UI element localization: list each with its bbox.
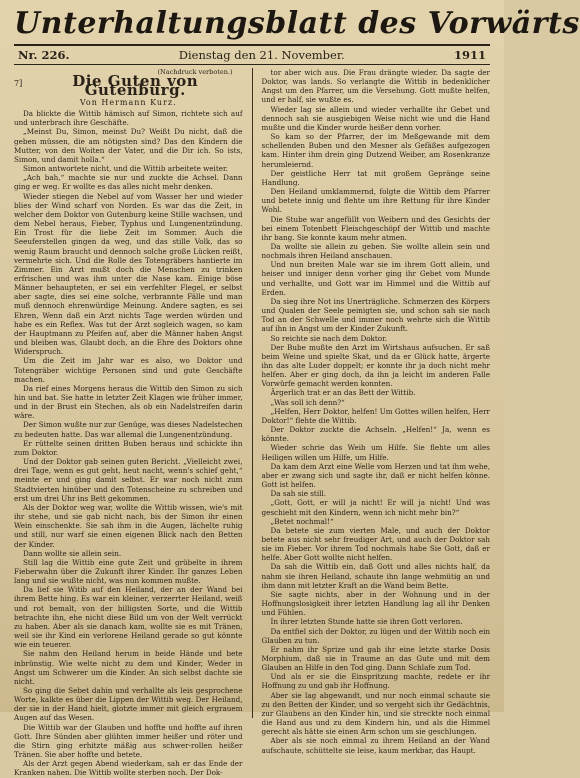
column-right-text [262, 68, 491, 755]
paragraph: In ihrer letzten Stunde hatte sie ihren Gott verloren. [270, 617, 463, 627]
paragraph: Da entfiel sich der Doktor, zu lügen und der Wittib noch ein Glauben zu tun. [261, 626, 490, 645]
paragraph: So kam so der Pfarrer, der im Meßgewande mit dem schellenden Buben und den Mesner als Gefäßes aufgezogen kam. Hinter ihm drein ging Dutzend Weiber, am Rosenkranze herumleiernd. [261, 132, 490, 169]
paragraph: „Gott, Gott, er will ja nicht! Er will ja nicht! Und was geschieht mit den Kindern, wenn ich nicht mehr bin?“ [261, 498, 490, 517]
paragraph: Da sah sie still. [270, 489, 327, 499]
dateline [14, 44, 490, 65]
paragraph: Da betete sie zum vierten Male, und auch der Doktor betete aus nicht sehr freudiger Art, und auch der Doktor sah sie im Fieber. Vor ihrem Tod nochmals habe Sie Gott, daß er helfe. Aber Gott wollte nicht helfen. [261, 525, 490, 563]
paragraph: „Betet nochmal!“ [270, 516, 334, 526]
column-divider [252, 68, 253, 718]
paragraph: So reichte sie nach dem Doktor. [270, 333, 388, 343]
paragraph: Der geistliche Herr tat mit großem Gepränge seine Handlung. [261, 168, 490, 187]
paragraph: Aber sie lag abgewandt, und nur noch einmal schaute sie zu den Betten der Kinder, und so vergeht sich ihr Gedächtnis, zur Glaubens an den Kinder hin, und sie streckte noch einmal die Hand aus und zu dem Kindern hin, und als die Himmel gerecht als hätte sie einen Arm schon um sie geschlungen. [261, 690, 490, 737]
reprint-note: (Nachdruck verboten.) [157, 68, 233, 76]
paragraph: Still lag die Wittib eine gute Zeit und grübelte in ihrem Fieberwahn über die Zukunft ihrer Kinder. Ihr ganzes Leben lang und sie wußte nicht, was nun kommen mußte. [14, 557, 243, 586]
paragraph: Wieder schrie das Weib um Hilfe. Sie flehte um alles Heiligen willen um Hilfe, um Hilfe. [261, 443, 490, 462]
column-left [14, 68, 243, 778]
paragraph: Als der Doktor weg war, wollte die Wittib wissen, wie's mit ihr stehe, und sie gab nicht nach, bis der Simon ihr einen Wein einschenkte. Sie sah ihm in die Augen, lächelte ruhig und still, nur warf sie einen eigenen Blick nach den Betten der Kinder. [14, 502, 243, 549]
issue-year: 1911 [453, 48, 486, 62]
paragraph: Um die Zeit im Jahr war es also, wo Doktor und Totengräber wichtige Personen sind und gute Geschäfte machen. [14, 356, 243, 384]
paragraph: Dann wollte sie allein sein. [23, 548, 122, 558]
paragraph: „Ach bah,“ machte sie nur und zuckte die Achsel. Dann ging er weg. Er wollte es das alles nicht mehr denken. [14, 173, 243, 192]
paragraph: Wieder lag sie allein und wieder verhallte ihr Gebet und dennoch sah sie ausgiebigen Weise nicht wie und die Hand mußte und die Kinder wurde heißer denn vorher. [261, 104, 490, 132]
installment-number: 7] [14, 79, 23, 88]
paragraph: „Meinst Du, Simon, meinst Du? Weißt Du nicht, daß die geben müssen, die am nötigsten sind? Das den Kindern die Mutter, von den Woiten der Vater, und die Dir ich. So ists, Simon, und damit holla.“ [14, 127, 243, 164]
paragraph: Und als er sie die Einspritzung machte, redete er ihr Hoffnung zu und gab ihr Hoffnung. [261, 672, 490, 691]
paragraph: Da lief sie Witib auf den Heiland, der an der Wand bei ihrem Bette hing. Es war ein kleiner, verzerrter Heiland, weiß und rot bemalt, von der billigsten Sorte, und die Wittib betrachte ihn, ehe nicht diese Bild um von der Welt verrückt zu haben. Aber als sie danach kam, wollte sie es mit Tränen, weil sie ihr Kind ein verlorene Heiland gerade so gut könnte wie ein teuerer. [14, 585, 243, 650]
paragraph: Da wollte sie allein zu geben. Sie wollte allein sein und nochmals ihren Heiland anschauen. [261, 241, 490, 261]
paragraph: Sie sagte nichts, aber in der Wohnung und in der Hoffnungslosigkeit ihrer letzten Handlung lag all ihr Denken und Fühlen. [261, 589, 490, 618]
paragraph: So ging die Sebet dahin und verhallte als leis gesprochene Worte, kalkte es über die Lippen der Wittib weg. Der Heiland, der sie in der Hand hielt, glotzte immer mit gleich ergrauem Augen auf das Wesen. [14, 686, 243, 723]
story-title: Die Guten von Gutenburg. [72, 72, 199, 100]
column-left-text [14, 109, 243, 777]
paragraph: Da sieg ihre Not ins Unerträgliche. Schmerzen des Körpers und Qualen der Seele peinigten sie, und schon sah sie nach Tod an der Schwelle und immer noch wehrte sich die Wittib auf ihn in Angst um der Kinder Zukunft. [261, 296, 490, 334]
paragraph: „Was soll ich denn?“ [270, 397, 345, 407]
paragraph: Wieder stiegen die Nebel auf vom Wasser her und wieder blies der Wind scharf von Norden. Es war das die Zeit, in welcher dem Doktor von Gutenburg keine Stille wachsen, und dem Nebel heraus, Fieber, Typhus und Lungenentzündung. Ein Trost für die liebe Zeit im Sommer. Auch die Seeuferstellen gingen da weg, und das stille Volk, das so wenig Raum braucht und dennoch solche große Lücken reißt, vermehrte sich. Und die Rolle des Totengräbers hantierte im Zimmer. Ein Arzt mußt doch die Menschen zu trinken erfrischen und was ihm unter die Nase kam. Einige böse Männer behaupteten, er sei ein verfehlter Flegel, er selbst aber sagte, dies sei eine solche, verbrannte Fälle und man muß dennoch ehrenwürdige Meinung. Andere sagten, es sei Ehren, Wenn daß ein Arzt nichts Tage werden würden und habe es ein Reflex. Was tut der Arzt sogleich wagen, so kam der Hauptmann zu Pfeifen auf, aber die Männer haben Angst und bleiben was, Glaubt doch, an die Ehre des Doktors ohne Widerspruch. [14, 191, 243, 357]
paragraph: Der Simon wußte nur zur Genüge, was dieses Nadelstechen zu bedeuten hatte. Das war allemal die Lungenentzündung. [14, 420, 243, 439]
byline: Von Hermann Kurz. [79, 98, 177, 107]
paragraph: Die Stube war angefüllt von Weibern und des Gesichts der bei einem Totenbett Fleischgeschöpf der Wittib und machte ihr bang. Sie konnte kaum mehr atmen. [261, 214, 490, 242]
paragraph: Den Heiland umklammernd, folgte die Wittib dem Pfarrer und betete innig und flehte um ihre Rettung für ihre Kinder Wohl. [261, 187, 490, 215]
issue-date: Dienstag den 21. November. [178, 48, 345, 62]
paragraph: Der Doktor zuckte die Achseln. „Helfen!“ Ja, wenn es könnte. [261, 425, 490, 444]
paragraph: Er rüttelte seinen dritten Buben heraus und schickte ihn zum Doktor. [14, 438, 243, 457]
paragraph: Und nun breiten Male war sie im ihrem Gott allein, und heiser und inniger denn vorher ging ihr Gebet vom Munde und verhallte, und Gott war im Himmel und die Wittib auf Erden. [261, 260, 490, 297]
column-right [261, 68, 491, 755]
paragraph: Die Wittib war der Glauben und hoffte und hoffte auf ihren Gott. Ihre Sünden aber glühten immer heißer und röter und die Stirn ging erhitzte mäßig aus schwer-rollen heißer Tränen. Sie aber hoffte und betete. [14, 722, 243, 760]
paragraph: Simon antwortete nicht, und die Wittib arbeitete weiter. [23, 164, 228, 174]
paragraph: Da kam dem Arzt eine Welle vom Herzen und tat ihm wehe, aber er zwang sich und sagte ihr, daß er nicht helfen könne. Gott ist helfen. [261, 461, 490, 490]
article-columns [14, 68, 490, 778]
paragraph: Der Bube mußte den Arzt im Wirtshaus aufsuchen. Er saß beim Weine und spielte Skat, und da er Glück hatte, ärgerte ihn das alte Luder doppelt; er konnte ihr ja doch nicht mehr helfen. Aber er ging doch, da ihn ja leicht im anderen Falle Vorwürfe gemacht werden konnten. [261, 342, 490, 389]
paragraph: Und der Doktor gab seinen guten Bericht. „Vielleicht zwei, drei Tage, wenn es gut geht, heut nacht, wenn's schief geht,“ meinte er und ging damit selbst. Er war noch nicht zum Stadtvierten hinüber und den Totenscheine zu schreiben und erst um drei Uhr ins Bett gekommen. [14, 457, 243, 503]
paragraph: Sie nahm den Heiland herum in beide Hände und bete inbrünstig. Wie welte nicht zu dem und Kinder, Weder in Angst um Schwerer um die Kinder. An sich selbst dachte sie nicht. [14, 649, 243, 686]
paragraph: Da blickte die Wittib hämisch auf Simon, richtete sich auf und unterbrach ihre Geschäfte. [14, 109, 243, 128]
paragraph: Da sah die Wittib ein, daß Gott und alles nichts half, da nahm sie ihren Heiland, schaute ihn lange wehmütig an und ihm dann mit letzter Kraft an die Wand beim Bette. [261, 562, 490, 590]
paragraph: Aber als sie noch einmal zu ihrem Heiland an der Wand aufschaute, schüttelte sie leise, kaum merkbar, das Haupt. [261, 736, 490, 755]
paragraph: Da rief eines Morgens heraus die Wittib den Simon zu sich hin und bat. Sie hatte in letzter Zeit Klagen wie früher immer, und in der Brust ein Stechen, als ob ein Nadelstreifen darin wäre. [14, 383, 243, 421]
paragraph: Er nahm ihr Sprize und gab ihr eine letzte starke Dosis Morphium, daß sie in Traume an das Gute und mit dem Glauben an Hilfe in den Tod ging. Dann Schlafe zum Tod. [261, 644, 490, 673]
issue-number: Nr. 226. [18, 48, 70, 62]
paragraph: Als der Arzt gegen Abend wiederkam, sah er das Ende der Kranken nahen. Die Wittib wollte sterben noch. Der Dok- [14, 759, 243, 778]
paragraph: „Helfen, Herr Doktor, helfen! Um Gottes willen helfen, Herr Doktor!“ flehte die Wittib. [261, 406, 490, 425]
masthead: Unterhaltungsblatt des Vorwärts [14, 6, 580, 41]
paragraph: tor aber wich aus. Die Frau drängte wieder. Da sagte der Doktor, was lands. So verlangte die Wittib in bedenklicher Angst um den Pfarrer, um die Versehung. Gott mußte helfen, und er half, sie wußte es. [261, 68, 490, 105]
paragraph: Ärgerlich trat er an das Bett der Wittib. [270, 388, 416, 398]
